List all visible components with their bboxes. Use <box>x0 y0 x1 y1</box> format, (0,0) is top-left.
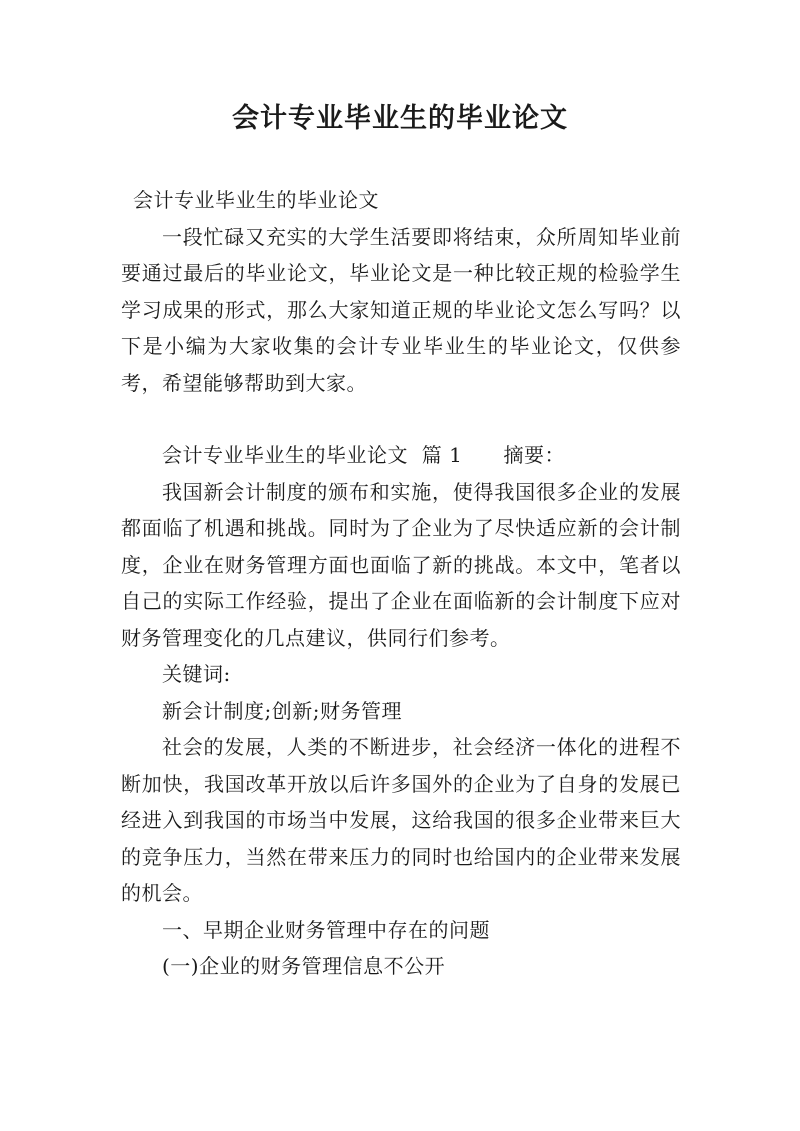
keywords-label: 关键词: <box>162 662 231 686</box>
document-body <box>121 182 681 985</box>
section-heading-1: 一、早期企业财务管理中存在的问题 <box>162 917 490 942</box>
section-heading: 会计专业毕业生的毕业论文 篇 1 摘要： <box>162 443 565 467</box>
document-title: 会计专业毕业生的毕业论文 <box>232 103 568 134</box>
intro-paragraph: 一段忙碌又充实的大学生活要即将结束，众所周知毕业前要通过最后的毕业论文，毕业论文是一种比较正规的检验学生学习成果的形式，那么大家知道正规的毕业论文怎么写吗？以下是小编为大家收集的会计专业毕业生的毕业论文，仅供参考，希望能够帮助到大家。 <box>121 224 681 395</box>
keywords-text: 新会计制度;创新;财务管理 <box>162 698 402 723</box>
body-paragraph: 社会的发展，人类的不断进步，社会经济一体化的进程不断加快，我国改革开放以后许多国外的企业为了自身的发展已经进入到我国的市场当中发展，这给我国的很多企业带来巨大的竞争压力，当然在带来压力的同时也给国内的企业带来发展的机会。 <box>121 735 681 905</box>
document-subtitle: 会计专业毕业生的毕业论文 <box>133 188 379 212</box>
paragraph-gap <box>121 401 681 437</box>
subsection-heading-1-1: (一)企业的财务管理信息不公开 <box>162 954 446 978</box>
abstract-paragraph: 我国新会计制度的颁布和实施，使得我国很多企业的发展都面临了机遇和挑战。同时为了企业为了尽快适应新的会计制度，企业在财务管理方面也面临了新的挑战。本文中，笔者以自己的实际工作经验，提出了企业在面临新的会计制度下应对财务管理变化的几点建议，供同行们参考。 <box>121 479 681 650</box>
